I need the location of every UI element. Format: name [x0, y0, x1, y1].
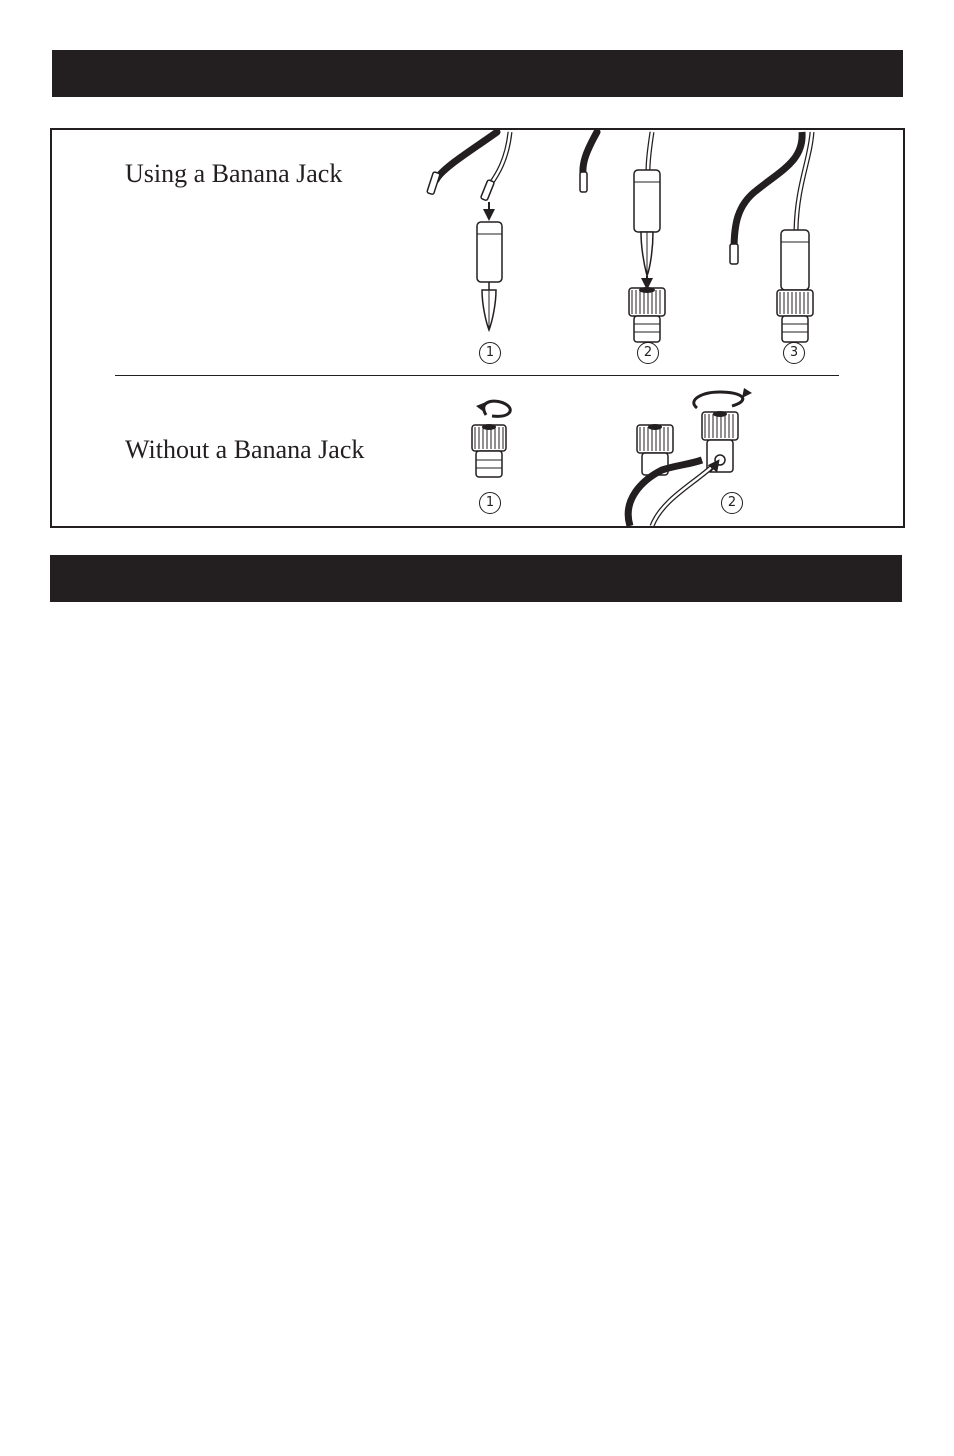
without-step-number-2: 2 [721, 492, 743, 514]
header-bar-top [52, 50, 903, 97]
binding-post-icon [629, 287, 665, 342]
label-using-banana-jack: Using a Banana Jack [125, 159, 343, 188]
without-step1-unscrew-icon [472, 401, 510, 477]
step1-wires-icon [427, 132, 510, 215]
label-without-banana-jack: Without a Banana Jack [125, 435, 365, 464]
banana-plug-icon [477, 222, 502, 330]
header-bar-mid [50, 555, 902, 602]
connection-diagram-panel [50, 128, 905, 528]
banana-jack-illustrations [52, 130, 903, 526]
without-step-number-1: 1 [479, 492, 501, 514]
step2-wires-icon [580, 132, 660, 284]
step-number-2: 2 [637, 342, 659, 364]
step-number-3: 3 [783, 342, 805, 364]
step3-assembled-icon [730, 132, 813, 342]
step-number-1: 1 [479, 342, 501, 364]
